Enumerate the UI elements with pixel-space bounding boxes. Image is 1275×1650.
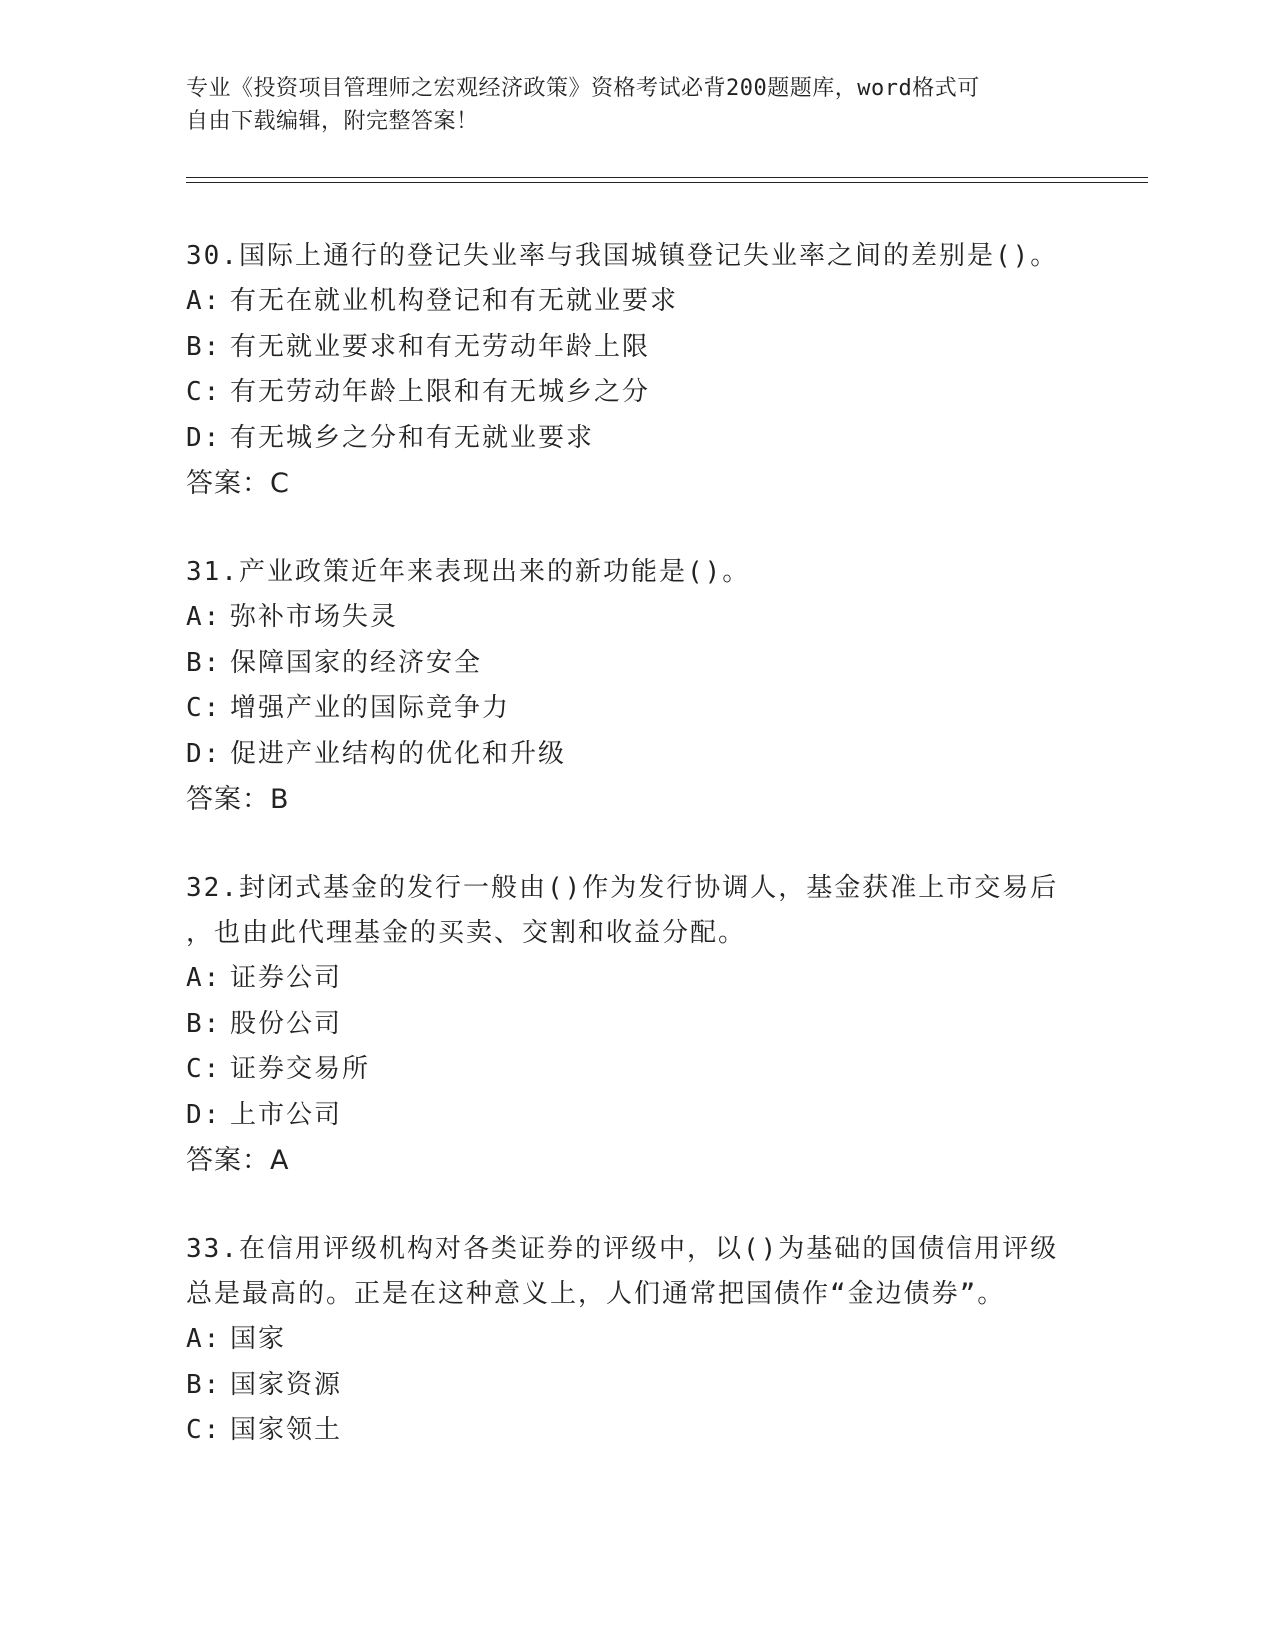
option-a <box>186 279 1086 325</box>
option-d <box>186 416 1086 462</box>
option-b <box>186 1002 1086 1048</box>
option-a <box>186 595 1086 641</box>
option-text: 证券交易所 <box>230 1054 371 1084</box>
option-letter: B: <box>186 1369 222 1400</box>
option-c <box>186 686 1086 732</box>
option-text: 股份公司 <box>230 1008 343 1039</box>
question-stem-line-1: 32.封闭式基金的发行一般由()作为发行协调人，基金获准上市交易后 <box>186 873 1059 903</box>
option-letter: C: <box>186 693 222 723</box>
header-divider-top <box>186 177 1148 178</box>
option-letter: B: <box>186 647 222 678</box>
option-letter: D: <box>186 738 222 769</box>
question-31 <box>186 550 1086 822</box>
option-text: 促进产业结构的优化和升级 <box>230 738 567 769</box>
option-text: 有无在就业机构登记和有无就业要求 <box>230 286 679 316</box>
option-letter: B: <box>186 331 222 362</box>
option-a <box>186 1317 1086 1363</box>
option-letter: A: <box>186 963 222 993</box>
option-a <box>186 956 1086 1002</box>
question-stem-line-2: ，也由此代理基金的买卖、交割和收益分配。 <box>186 918 747 948</box>
option-b <box>186 641 1086 687</box>
option-text: 上市公司 <box>230 1099 343 1130</box>
header-line-2: 自由下载编辑，附完整答案！ <box>186 109 479 134</box>
option-letter: B: <box>186 1008 222 1039</box>
option-letter: C: <box>186 1054 222 1084</box>
option-letter: A: <box>186 602 222 632</box>
option-c <box>186 1408 1086 1454</box>
option-letter: C: <box>186 1415 222 1445</box>
header-line-1: 专业《投资项目管理师之宏观经济政策》资格考试必背200题题库，word格式可 <box>186 76 980 101</box>
option-letter: C: <box>186 377 222 407</box>
question-stem-line-2: 总是最高的。正是在这种意义上，人们通常把国债作“金边债券”。 <box>186 1279 1006 1309</box>
question-stem: 30.国际上通行的登记失业率与我国城镇登记失业率之间的差别是()。 <box>186 241 1059 271</box>
option-text: 有无就业要求和有无劳动年龄上限 <box>230 331 651 362</box>
question-list <box>186 234 1086 1498</box>
question-30 <box>186 234 1086 506</box>
question-32 <box>186 866 1086 1183</box>
option-text: 国家 <box>230 1324 287 1354</box>
option-c <box>186 1047 1086 1093</box>
option-letter: D: <box>186 422 222 453</box>
answer-line: 答案：B <box>186 784 290 815</box>
option-text: 国家领土 <box>230 1415 343 1445</box>
question-33 <box>186 1227 1086 1454</box>
document-header <box>186 72 1086 138</box>
option-d <box>186 732 1086 778</box>
header-divider-bottom <box>186 182 1148 183</box>
option-b <box>186 325 1086 371</box>
answer-line: 答案：C <box>186 468 290 499</box>
option-text: 国家资源 <box>230 1369 343 1400</box>
option-text: 增强产业的国际竞争力 <box>230 693 511 723</box>
option-letter: A: <box>186 1324 222 1354</box>
option-letter: A: <box>186 286 222 316</box>
question-stem-line-1: 33.在信用评级机构对各类证券的评级中，以()为基础的国债信用评级 <box>186 1234 1059 1264</box>
option-c <box>186 370 1086 416</box>
answer-line: 答案：A <box>186 1145 290 1176</box>
option-letter: D: <box>186 1099 222 1130</box>
option-d <box>186 1093 1086 1139</box>
option-text: 有无城乡之分和有无就业要求 <box>230 422 595 453</box>
option-text: 证券公司 <box>230 963 343 993</box>
question-stem: 31.产业政策近年来表现出来的新功能是()。 <box>186 557 751 587</box>
option-text: 弥补市场失灵 <box>230 602 399 632</box>
option-text: 保障国家的经济安全 <box>230 647 483 678</box>
option-text: 有无劳动年龄上限和有无城乡之分 <box>230 377 651 407</box>
option-b <box>186 1363 1086 1409</box>
